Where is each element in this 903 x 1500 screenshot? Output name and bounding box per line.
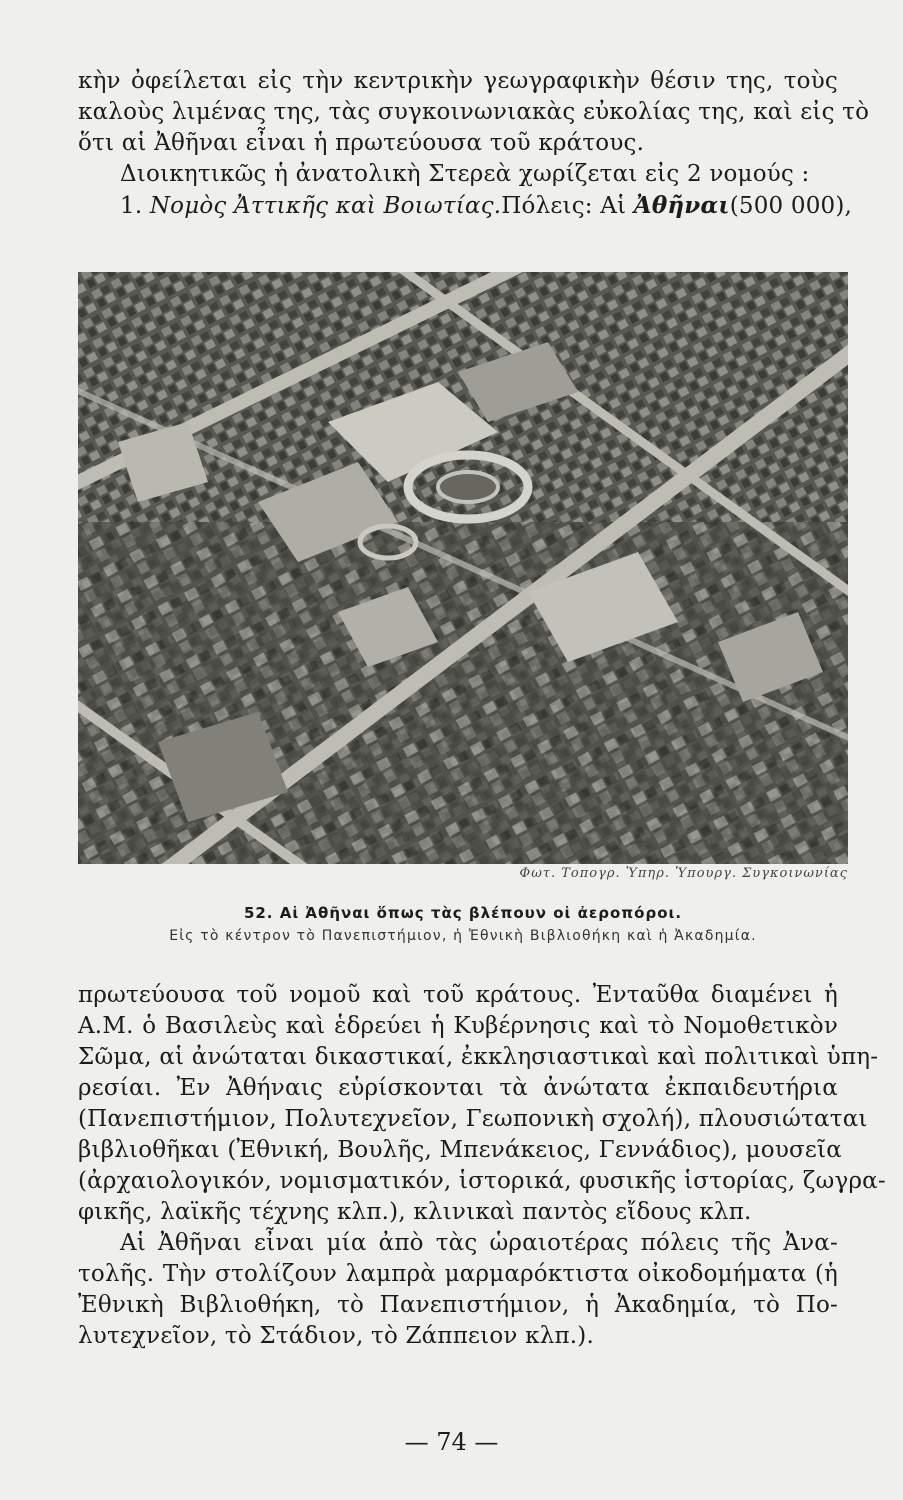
text-line: Αἱ Ἀθῆναι εἶναι μία ἀπὸ τὰς ὡραιοτέρας πόλεις τῆς Ἀνα- xyxy=(120,1230,838,1256)
cities-label: Πόλεις: Αἱ xyxy=(501,193,634,219)
text-line: φικῆς, λαϊκῆς τέχνης κλπ.), κλινικαὶ παντὸς εἴδους κλπ. xyxy=(78,1199,752,1225)
aerial-photo xyxy=(78,272,848,864)
text-line: Σῶμα, αἱ ἀνώταται δικαστικαί, ἐκκλησιαστικαὶ καὶ πολιτικαὶ ὑπη- xyxy=(78,1044,879,1070)
figure-caption-subtitle: Εἰς τὸ κέντρον τὸ Πανεπιστήμιον, ἡ Ἐθνικὴ Βιβλιοθήκη καὶ ἡ Ἀκαδημία. xyxy=(169,928,757,944)
text-line: κὴν ὀφείλεται εἰς τὴν κεντρικὴν γεωγραφικὴν θέσιν της, τοὺς xyxy=(78,68,838,94)
top-paragraph xyxy=(78,66,870,222)
text-line: πρωτεύουσα τοῦ νομοῦ καὶ τοῦ κράτους. Ἐνταῦθα διαμένει ἡ xyxy=(78,982,838,1008)
figure-caption-title: 52. Αἱ Ἀθῆναι ὅπως τὰς βλέπουν οἱ ἀεροπόροι. xyxy=(243,904,683,922)
page-number: — 74 — xyxy=(404,1428,499,1456)
text-line: (Πανεπιστήμιον, Πολυτεχνεῖον, Γεωπονικὴ σχολή), πλουσιώταται xyxy=(78,1106,868,1132)
body-paragraphs xyxy=(78,980,886,1352)
photo-credit: Φωτ. Τοπογρ. Ὑπηρ. Ὑπουργ. Συγκοινωνίας xyxy=(519,866,848,881)
text-line: Ἐθνικὴ Βιβλιοθήκη, τὸ Πανεπιστήμιον, ἡ Ἀκαδημία, τὸ Πο- xyxy=(78,1292,838,1318)
text-line: ρεσίαι. Ἐν Ἀθήναις εὑρίσκονται τὰ ἀνώτατα ἐκπαιδευτήρια xyxy=(78,1075,838,1101)
text-line: τολῆς. Τὴν στολίζουν λαμπρὰ μαρμαρόκτιστα οἰκοδομήματα (ἡ xyxy=(78,1261,838,1287)
text-line: Α.Μ. ὁ Βασιλεὺς καὶ ἑδρεύει ἡ Κυβέρνησις καὶ τὸ Νομοθετικὸν xyxy=(78,1013,838,1039)
aerial-photo-image xyxy=(78,272,848,864)
text-line: βιβλιοθῆκαι (Ἐθνική, Βουλῆς, Μπενάκειος, Γεννάδιος), μουσεῖα xyxy=(78,1137,842,1163)
text-line: καλοὺς λιμένας της, τὰς συγκοινωνιακὰς εὐκολίας της, καὶ εἰς τὸ xyxy=(78,99,870,125)
nomos-name: Νομὸς Ἀττικῆς καὶ Βοιωτίας. xyxy=(149,193,502,219)
admin-line: Διοικητικῶς ἡ ἀνατολικὴ Στερεὰ χωρίζεται εἰς 2 νομούς : xyxy=(120,161,810,187)
text-line: (ἀρχαιολογικόν, νομισματικόν, ἱστορικά, φυσικῆς ἱστορίας, ζωγρα- xyxy=(78,1168,886,1194)
population: (500 000), xyxy=(729,193,853,219)
text-line: λυτεχνεῖον, τὸ Στάδιον, τὸ Ζάππειον κλπ.). xyxy=(78,1323,594,1349)
nomos-line xyxy=(78,190,853,222)
text-line: ὅτι αἱ Ἀθῆναι εἶναι ἡ πρωτεύουσα τοῦ κράτους. xyxy=(78,130,645,156)
nomos-prefix: 1. xyxy=(120,193,150,219)
athens-name: Ἀθῆναι xyxy=(633,192,730,219)
